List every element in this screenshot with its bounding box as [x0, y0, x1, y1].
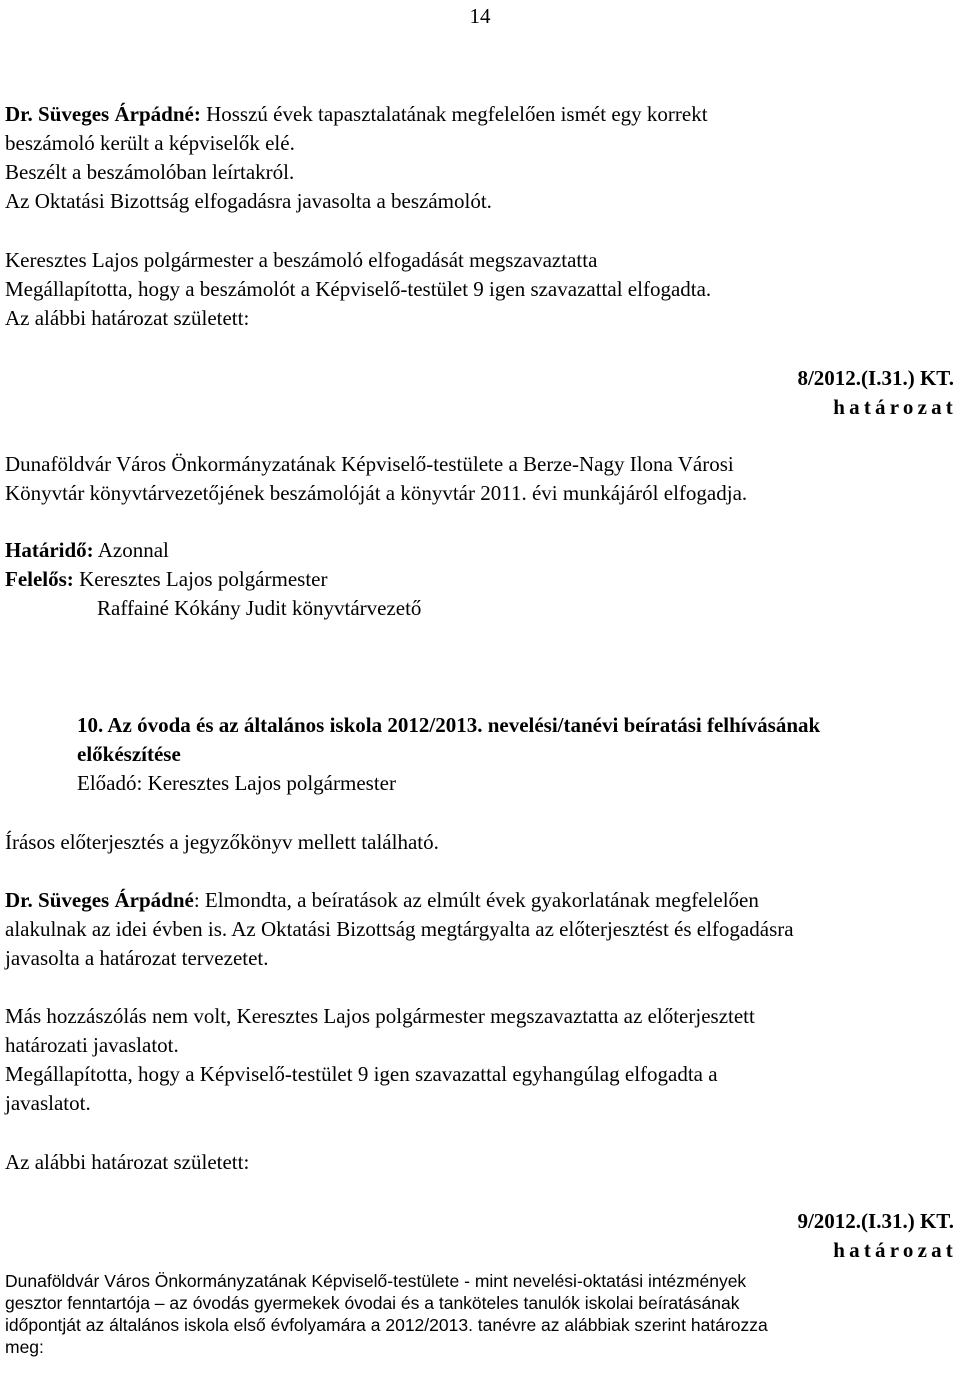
resolution-text-line: gesztor fenntartója – az óvodás gyermekek óvodai és a tanköteles tanulók iskolai beíratásának — [5, 1293, 740, 1313]
speaker-text-line: Az Oktatási Bizottság elfogadásra javasolta a beszámolót. — [5, 189, 492, 213]
responsible-label: Felelős: — [5, 567, 74, 591]
vote-text-line: Keresztes Lajos polgármester a beszámoló elfogadását megszavaztatta — [5, 248, 598, 272]
written-note: Írásos előterjesztés a jegyzőkönyv mellett található. — [5, 830, 439, 854]
resolution-heading: határozat — [833, 1238, 957, 1262]
resolution-number: 9/2012.(I.31.) KT. — [797, 1209, 954, 1233]
speaker-text-line: javasolta a határozat tervezetet. — [5, 946, 269, 970]
agenda-presenter: Előadó: Keresztes Lajos polgármester — [77, 771, 396, 795]
resolution-text-line: meg: — [5, 1337, 44, 1357]
statement-line: javaslatot. — [5, 1091, 91, 1115]
speaker-text-line: alakulnak az idei évben is. Az Oktatási Bizottság megtárgyalta az előterjesztést és elfogadásra — [5, 917, 794, 941]
speaker-text-line: Beszélt a beszámolóban leírtakról. — [5, 160, 295, 184]
responsible-line — [5, 565, 327, 594]
deadline-line — [5, 536, 169, 565]
speaker-text: : Elmondta, a beíratások az elmúlt évek gyakorlatának megfelelően — [193, 888, 759, 912]
discussion-line: határozati javaslatot. — [5, 1033, 179, 1057]
speaker-paragraph-line — [5, 100, 708, 129]
resolution-intro: Az alábbi határozat született: — [5, 306, 250, 330]
speaker-name: Dr. Süveges Árpádné — [5, 888, 194, 912]
responsible-second: Raffainé Kókány Judit könyvtárvezető — [97, 596, 422, 620]
agenda-title: 10. Az óvoda és az általános iskola 2012/2013. nevelési/tanévi beíratási felhívásának — [77, 713, 821, 737]
resolution-text-line: Dunaföldvár Város Önkormányzatának Képviselő-testülete a Berze-Nagy Ilona Városi — [5, 452, 734, 476]
speaker-paragraph-line — [5, 886, 759, 915]
resolution-text-line: időpontját az általános iskola első évfolyamára a 2012/2013. tanévre az alábbiak szerint határozza — [5, 1315, 768, 1335]
statement-line: Megállapította, hogy a Képviselő-testület 9 igen szavazattal egyhangúlag elfogadta a — [5, 1062, 718, 1086]
discussion-line: Más hozzászólás nem volt, Keresztes Lajos polgármester megszavaztatta az előterjesztett — [5, 1004, 755, 1028]
resolution-number: 8/2012.(I.31.) KT. — [797, 366, 954, 390]
resolution-text-line: Könyvtár könyvtárvezetőjének beszámolóját a könyvtár 2011. évi munkájáról elfogadja. — [5, 481, 748, 505]
page-number: 14 — [469, 4, 491, 28]
responsible-value: Keresztes Lajos polgármester — [73, 567, 328, 591]
deadline-label: Határidő: — [5, 538, 94, 562]
agenda-title-cont: előkészítése — [77, 742, 181, 766]
resolution-heading: határozat — [833, 395, 957, 419]
deadline-value: Azonnal — [93, 538, 169, 562]
speaker-text-line: beszámoló került a képviselők elé. — [5, 131, 295, 155]
vote-text-line: Megállapította, hogy a beszámolót a Képviselő-testület 9 igen szavazattal elfogadta. — [5, 277, 712, 301]
speaker-name: Dr. Süveges Árpádné: — [5, 102, 201, 126]
resolution-intro: Az alábbi határozat született: — [5, 1150, 250, 1174]
speaker-text: Hosszú évek tapasztalatának megfelelően ismét egy korrekt — [200, 102, 708, 126]
resolution-text-line: Dunaföldvár Város Önkormányzatának Képviselő-testülete - mint nevelési-oktatási intézmények — [5, 1271, 747, 1291]
